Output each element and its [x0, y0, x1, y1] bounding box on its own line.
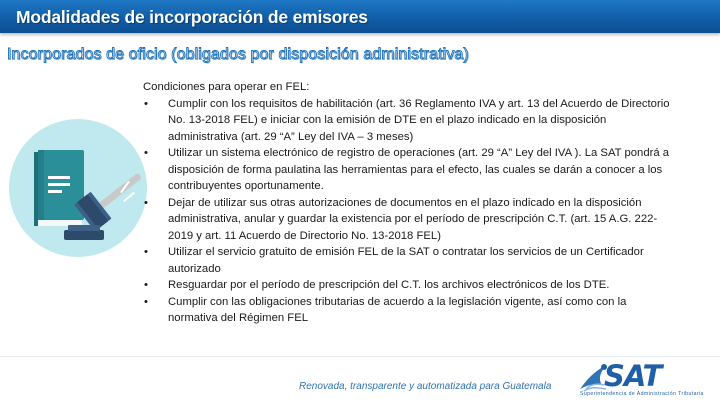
list-item-text: Dejar de utilizar sus otras autorizaciones de documentos en el plazo indicado en la disposición administrativa, anular y guardar la existencia por el período de prescripción C.T. (art. 15 A.G. 222-2019 y art. 11 Acuerdo de Directorio No. 13-2018 FEL)	[168, 196, 658, 242]
list-item-text: Cumplir con los requisitos de habilitación (art. 36 Reglamento IVA y art. 13 del Acuerdo de Directorio No. 13-2018 FEL) e iniciar con la emisión de DTE en el plazo indicado en la disposición administrativa (art. 29 “A” Ley del IVA – 3 meses)	[168, 97, 670, 143]
list-item	[143, 244, 673, 277]
sat-logo-subtext: Superintendencia de Administración Tributaria	[580, 391, 704, 397]
section-subtitle: Incorporados de oficio (obligados por disposición administrativa)	[7, 46, 469, 63]
law-book-gavel-icon	[8, 118, 148, 258]
bullet-icon: •	[144, 196, 148, 209]
list-item-text: Cumplir con las obligaciones tributarias de acuerdo a la legislación vigente, así como con la normativa del Régimen FEL	[168, 295, 627, 324]
list-item	[143, 294, 673, 327]
sat-logo-text: SAT	[604, 359, 662, 393]
bullet-icon: •	[144, 279, 148, 291]
conditions-intro: Condiciones para operar en FEL:	[143, 81, 310, 93]
list-item-text: Resguardar por el período de prescripción del C.T. los archivos electrónicos de los DTE.	[168, 279, 610, 291]
list-item	[143, 195, 673, 245]
conditions-list	[143, 96, 673, 327]
bullet-icon: •	[144, 246, 148, 258]
list-item-text: Utilizar un sistema electrónico de registro de operaciones (art. 29 “A” Ley del IVA ). La SAT pondrá a disposición de forma paulatina las herramientas para el efecto, las cuales se darán a conocer a los contribuyentes oportunamente.	[168, 147, 670, 192]
bullet-icon: •	[144, 295, 148, 308]
title-bar	[0, 0, 720, 33]
footer-tagline: Renovada, transparente y automatizada para Guatemala	[299, 381, 552, 392]
page-title: Modalidades de incorporación de emisores	[16, 7, 368, 27]
list-item	[143, 145, 673, 195]
list-item	[143, 96, 673, 146]
bullet-icon: •	[144, 147, 148, 159]
bullet-icon: •	[144, 97, 148, 110]
conditions-text	[143, 79, 673, 327]
list-item-text: Utilizar el servicio gratuito de emisión FEL de la SAT o contratar los servicios de un Certificador autorizado	[168, 246, 644, 275]
sat-logo	[576, 355, 710, 401]
list-item	[143, 277, 673, 294]
